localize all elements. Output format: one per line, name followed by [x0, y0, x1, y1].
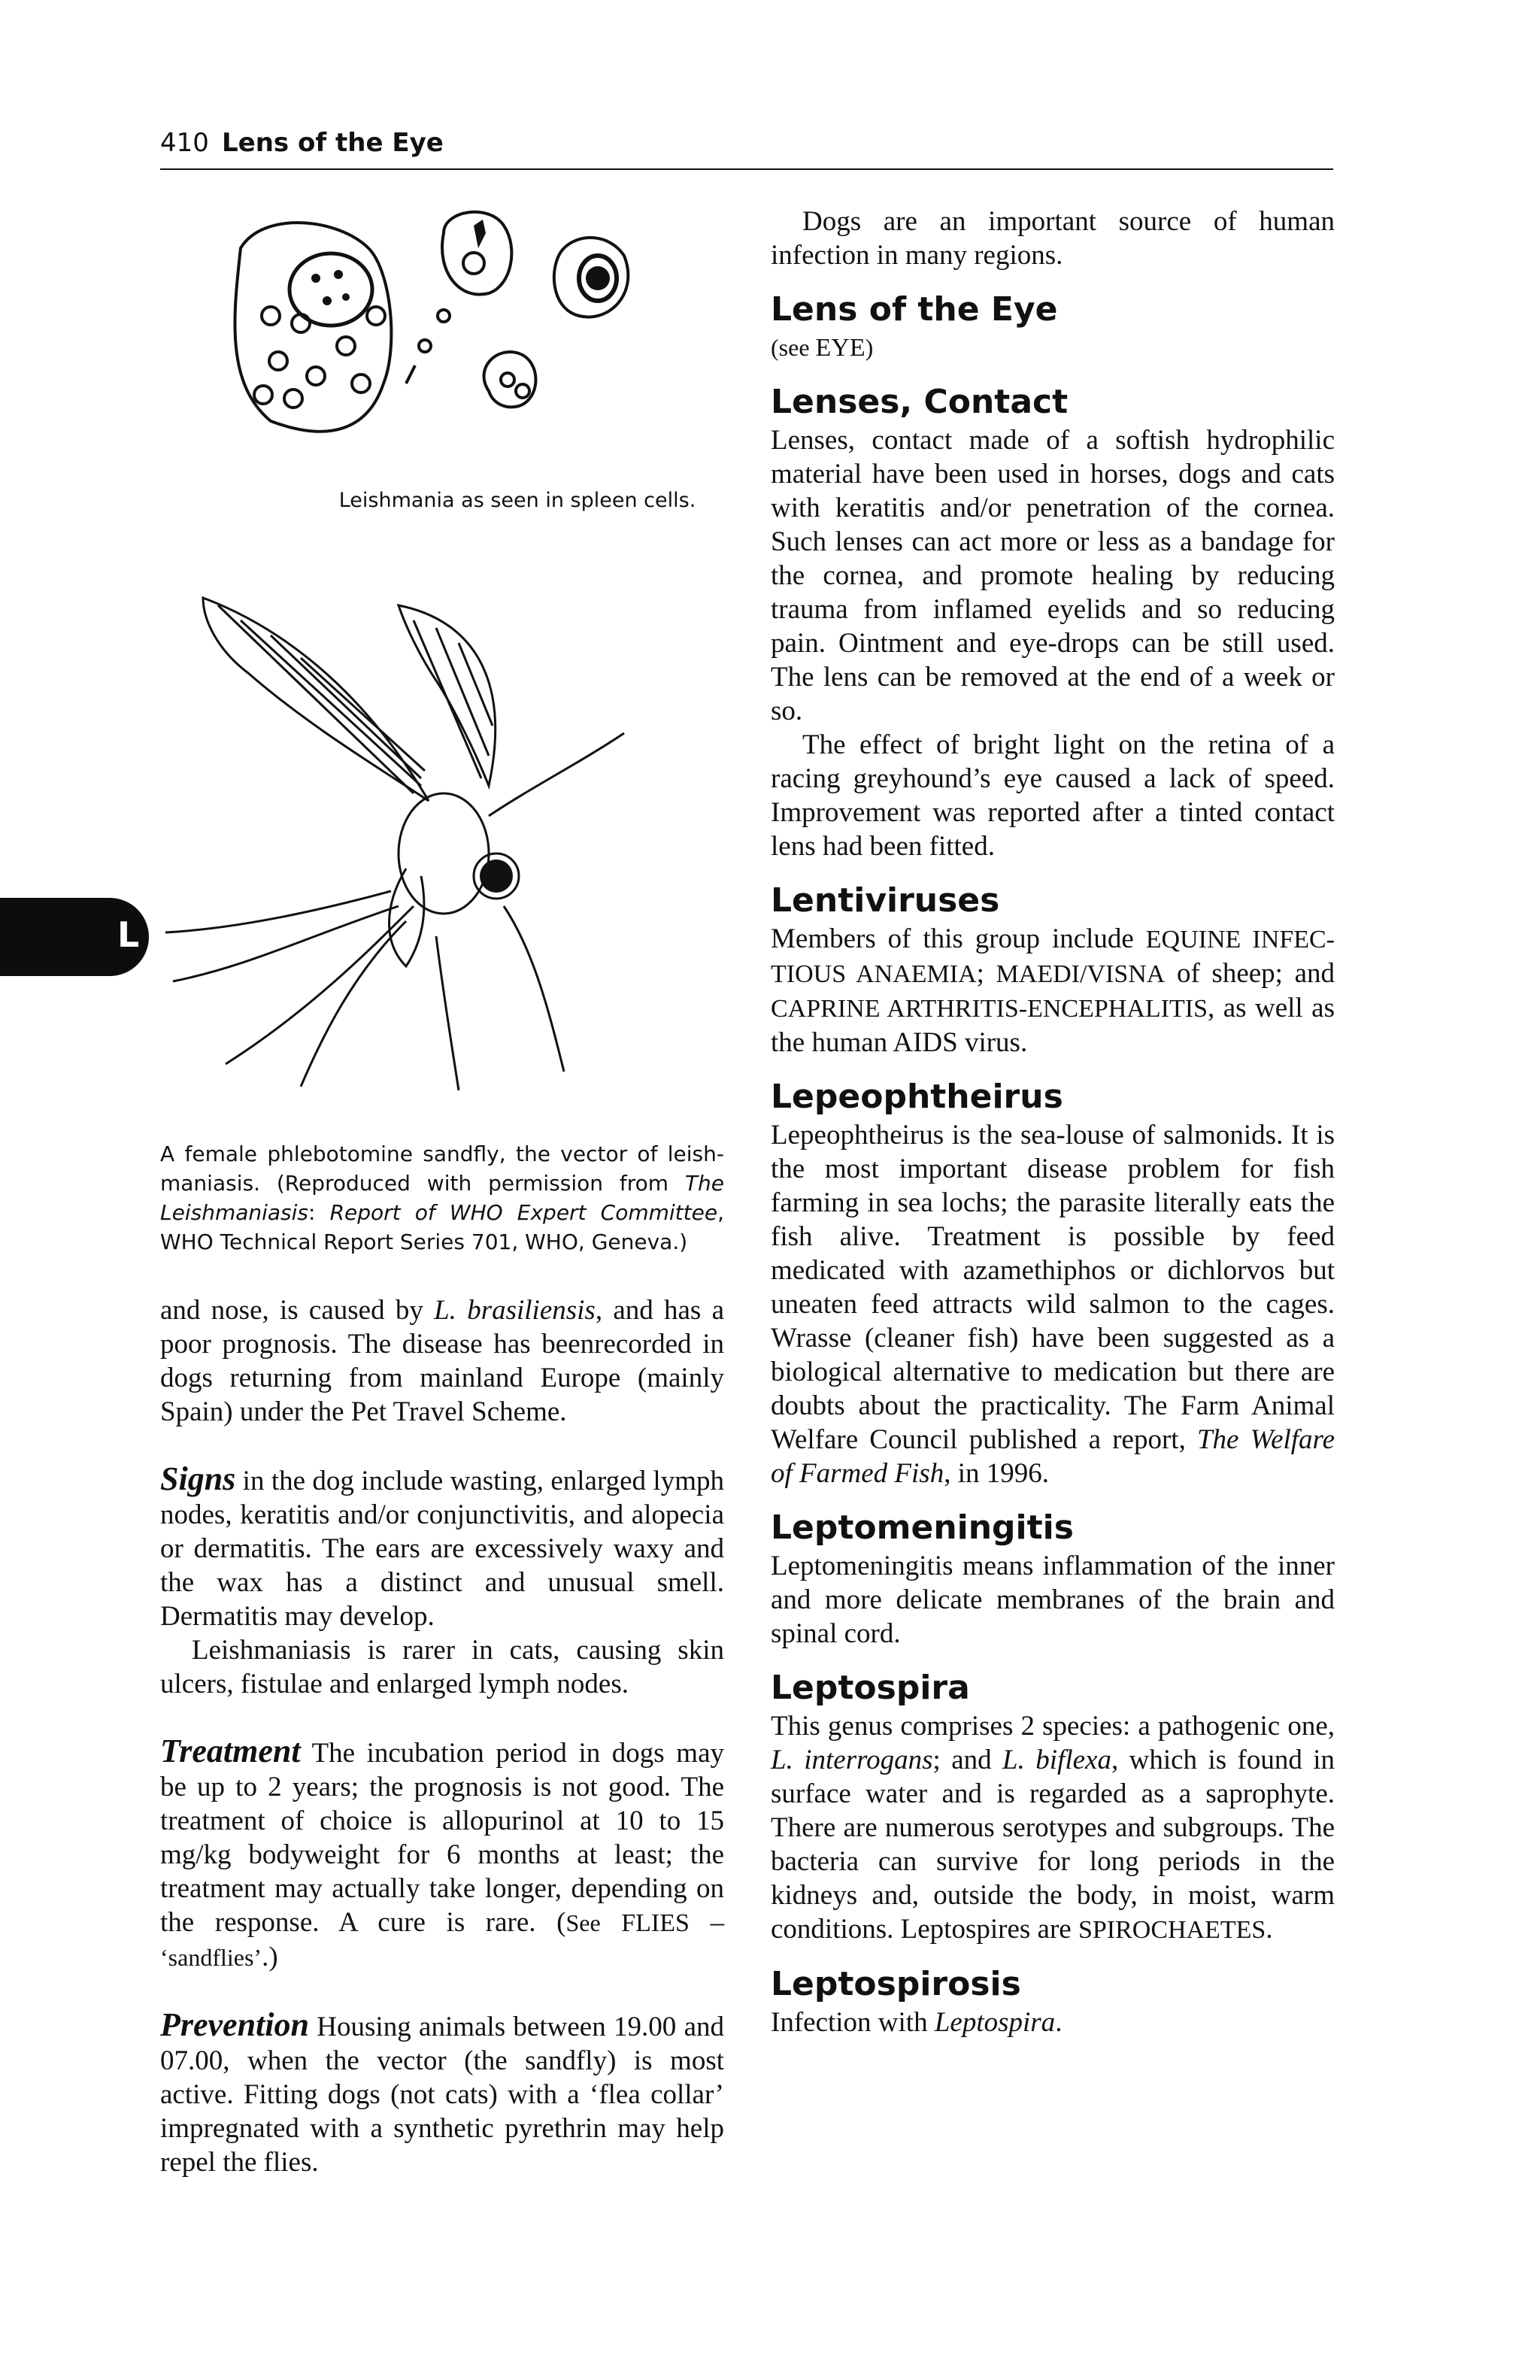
text: , as well as the human AIDS virus.	[771, 993, 1335, 1058]
entry-heading-leptospirosis: Leptospirosis	[771, 1965, 1021, 2003]
running-head: Lens of the Eye	[222, 128, 444, 158]
entry-heading-lentiviruses: Lentiviruses	[771, 881, 1000, 920]
caption-text: :	[308, 1200, 330, 1225]
text: .	[1055, 2007, 1063, 2038]
text: )	[865, 334, 874, 361]
entry-heading-leptospira: Leptospira	[771, 1669, 970, 1707]
text: in the dog include wasting, enlarged lymph nodes, keratitis and/or conjunctivitis, and alopecia or dermatitis. The ears are excessively waxy and the wax has a distinct and unusual smell. Dermatitis may develop.	[160, 1466, 724, 1632]
thumb-index-letter: L	[117, 914, 140, 955]
paragraph-signs	[160, 1462, 724, 1633]
cross-reference-eye[interactable]: EYE	[815, 334, 865, 362]
entry-heading-lepeophtheirus: Lepeophtheirus	[771, 1078, 1063, 1116]
see-reference-eye	[771, 331, 1335, 365]
caption-report-title: Report of WHO Expert Committee	[329, 1200, 718, 1225]
text: Infection with	[771, 2007, 935, 2038]
paragraph-cats: Leishmaniasis is rarer in cats, causing skin ulcers, fistulae and enlarged lymph nodes.	[160, 1635, 724, 1699]
species-name: L. brasiliensis	[434, 1295, 596, 1326]
cross-reference-eia[interactable]: EQUINE INFECTIOUS ANAEMIA	[771, 926, 1335, 988]
running-header	[160, 128, 1333, 170]
page-number: 410	[160, 128, 209, 158]
text: –	[689, 1907, 725, 1938]
paragraph-dogs-source: Dogs are an important source of human infection in many regions.	[771, 206, 1335, 271]
text: ;	[976, 958, 996, 989]
entry-heading-lens-of-the-eye: Lens of the Eye	[771, 290, 1058, 329]
text: Members of this group include	[771, 923, 1146, 954]
thumb-index-tab	[0, 898, 149, 976]
species-name: L. interrogans	[771, 1745, 933, 1775]
text: .	[1266, 1914, 1273, 1945]
paragraph-prevention	[160, 2008, 724, 2179]
text: Housing animals between 19.00 and 07.00, when the vector (the sandfly) is most active. Fitting dogs (not cats) with a ‘flea collar’ impregnated with a synthetic pyrethrin may help repel the flies.	[160, 2012, 724, 2178]
cross-reference-flies[interactable]: FLIES	[621, 1909, 690, 1937]
left-column-body	[160, 1293, 724, 2179]
paragraph-lentiviruses	[771, 922, 1335, 1060]
paragraph-greyhound: The effect of bright light on the retina of a racing greyhound’s eye caused a lack of speed. Improvement was reported after a tinted contact lens had been fitted.	[771, 729, 1335, 862]
paragraph-brasiliensis	[160, 1293, 724, 1429]
entry-heading-lenses-contact: Lenses, Contact	[771, 383, 1069, 421]
cross-reference-cae[interactable]: CAPRINE ARTHRITIS-ENCEPHALITIS	[771, 995, 1208, 1023]
text: , and has a poor prognosis. The disease has beenrecorded in dogs returning from mainland Europe (mainly Spain) under the Pet Travel Scheme.	[160, 1295, 724, 1427]
text: and nose, is caused by	[160, 1295, 435, 1326]
text: .)	[262, 1942, 278, 1972]
text: , which is found in surface water and is regarded as a saprophyte. There are numerous serotypes and subgroups. The bacteria can survive for long periods in the kidneys and, outside the body, in moist, warm conditions. Leptospires are	[771, 1745, 1335, 1945]
report-title: The Welfare of Farmed Fish	[771, 1424, 1335, 1489]
text: The incubation period in dogs may be up to 2 years; the prognosis is not good. The treatment of choice is allopurinol at 10 to 15 mg/kg bodyweight for 6 months at least; the treatment may actually take longer, depending on the response. A cure is rare. (	[160, 1738, 724, 1938]
cross-reference-maedi-visna[interactable]: MAEDI/VISNA	[996, 960, 1166, 988]
sandfly-figure-caption	[160, 1139, 724, 1257]
text: , in 1996.	[944, 1458, 1049, 1489]
caption-text: A female phlebotomine sandfly, the vector of leishmaniasis. (Reproduced with permission from	[160, 1141, 724, 1196]
text: of sheep; and	[1165, 958, 1335, 989]
entry-heading-leptomeningitis: Leptomeningitis	[771, 1508, 1074, 1547]
see-reference: See	[565, 1909, 601, 1936]
spleen-figure-caption: Leishmania as seen in spleen cells.	[338, 489, 696, 512]
signs-label: Signs	[160, 1460, 236, 1497]
prevention-label: Prevention	[160, 2006, 309, 2043]
paragraph-leptomeningitis: Leptomeningitis means inflammation of the inner and more delicate membranes of the brain and spinal cord.	[771, 1551, 1335, 1649]
text: ; and	[932, 1745, 1003, 1775]
right-column-body	[771, 205, 1335, 2039]
caption-source-title: The Leishmaniasis	[160, 1171, 724, 1225]
paragraph-treatment	[160, 1734, 724, 1975]
cross-reference-spirochaetes[interactable]: SPIROCHAETES	[1078, 1916, 1266, 1944]
leishmania-spleen-cells-illustration	[218, 203, 669, 459]
paragraph-contact-lenses: Lenses, contact made of a softish hydrophilic material have been used in horses, dogs and cats with keratitis and/or penetration of the cornea. Such lenses can act more or less as a bandage for the cornea, and promote healing by reducing trauma from inflamed eyelids and so reducing pain. Ointment and eye-drops can be still used. The lens can be removed at the end of a week or so.	[771, 425, 1335, 726]
species-name: L. biflexa	[1002, 1745, 1111, 1775]
paragraph-lepeophtheirus	[771, 1118, 1335, 1490]
text: (see	[771, 334, 816, 361]
paragraph-leptospira	[771, 1709, 1335, 1947]
caption-text: , WHO Technical Report Series 701, WHO, Geneva.)	[160, 1200, 724, 1254]
treatment-label: Treatment	[160, 1733, 301, 1769]
text: This genus comprises 2 species: a pathogenic one,	[771, 1711, 1335, 1742]
genus-name: Leptospira	[934, 2007, 1056, 2038]
cross-reference-sandflies: ‘sandflies’	[160, 1944, 262, 1971]
paragraph-leptospirosis	[771, 2006, 1335, 2039]
text: Lepeophtheirus is the sea-louse of salmonids. It is the most important disease problem for fish farming in sea lochs; the parasite literally eats the fish alive. Treatment is possible by feed medicated with azamethiphos or dichlorvos but uneaten feed attracts wild salmon to the cages. Wrasse (cleaner fish) have been suggested as a biological alternative to medication but there are doubts about the practicality. The Farm Animal Welfare Council published a report,	[771, 1120, 1335, 1455]
phlebotomine-sandfly-illustration	[158, 590, 729, 1094]
